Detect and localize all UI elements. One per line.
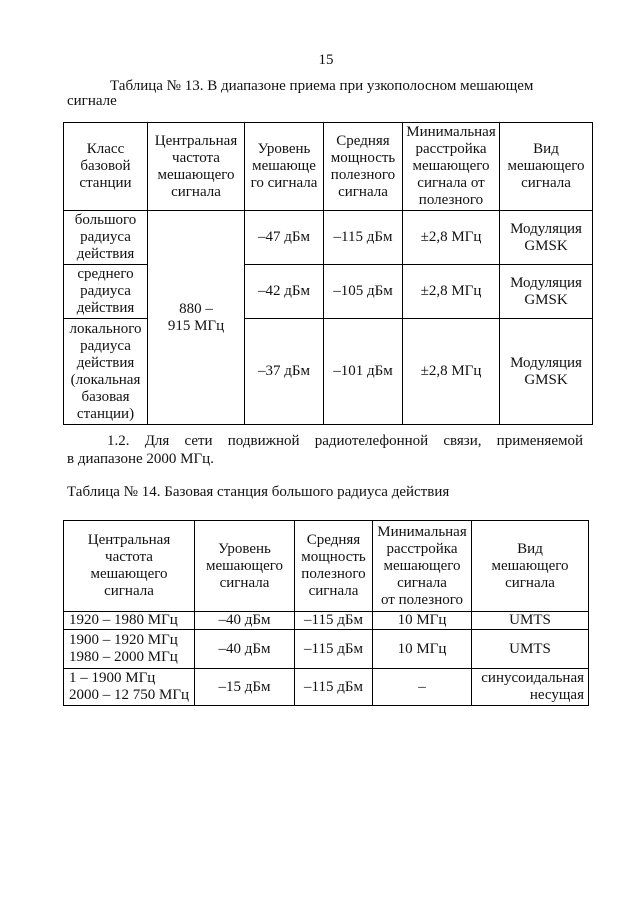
header-min-offset: Минимальная расстройка мешающего сигнала от полезного xyxy=(373,521,472,612)
cell-center-frequency: 1920 – 1980 МГц xyxy=(64,612,195,630)
cell-mean-power: –115 дБм xyxy=(324,211,403,265)
page-number: 15 xyxy=(318,52,334,68)
cell-interference-level: –15 дБм xyxy=(195,669,295,706)
cell-mean-power: –105 дБм xyxy=(324,265,403,319)
cell-interference-type: Модуляция GMSK xyxy=(500,211,593,265)
cell-station-class: локального радиуса действия (локальная базовая станции) xyxy=(64,319,148,425)
table-13-caption-line-1: Таблица № 13. В диапазоне приема при узкополосном мешающем xyxy=(110,78,534,94)
cell-center-frequency: 1 – 1900 МГц 2000 – 12 750 МГц xyxy=(64,669,195,706)
cell-interference-type: UMTS xyxy=(472,612,589,630)
cell-center-frequency: 1900 – 1920 МГц 1980 – 2000 МГц xyxy=(64,630,195,669)
cell-center-frequency: 880 – 915 МГц xyxy=(148,211,245,425)
cell-mean-power: –115 дБм xyxy=(295,669,373,706)
table-14-header-row xyxy=(64,521,589,612)
table-row xyxy=(64,265,593,319)
header-interference-type: Вид мешающего сигнала xyxy=(472,521,589,612)
table-row xyxy=(64,630,589,669)
cell-mean-power: –115 дБм xyxy=(295,612,373,630)
cell-min-offset: 10 МГц xyxy=(373,612,472,630)
header-station-class: Класс базовой станции xyxy=(64,123,148,211)
cell-min-offset: – xyxy=(373,669,472,706)
header-interference-level: Уровень мешающего сигнала xyxy=(195,521,295,612)
header-center-frequency: Центральная частота мешающего сигнала xyxy=(148,123,245,211)
cell-interference-level: –37 дБм xyxy=(245,319,324,425)
cell-min-offset: ±2,8 МГц xyxy=(403,211,500,265)
header-mean-power: Средняя мощность полезного сигнала xyxy=(295,521,373,612)
cell-interference-level: –40 дБм xyxy=(195,630,295,669)
header-mean-power: Средняя мощность полезного сигнала xyxy=(324,123,403,211)
cell-mean-power: –101 дБм xyxy=(324,319,403,425)
header-interference-level: Уровень мешающе го сигнала xyxy=(245,123,324,211)
section-1-2-line-2: в диапазоне 2000 МГц. xyxy=(67,451,214,467)
cell-interference-level: –40 дБм xyxy=(195,612,295,630)
table-13-caption-line-2: сигнале xyxy=(67,93,117,109)
table-row xyxy=(64,669,589,706)
table-14 xyxy=(63,520,589,706)
header-center-frequency: Центральная частота мешающего сигнала xyxy=(64,521,195,612)
table-row xyxy=(64,319,593,425)
cell-interference-level: –42 дБм xyxy=(245,265,324,319)
section-1-2-line-1: 1.2. Для сети подвижной радиотелефонной связи, применяемой xyxy=(107,433,583,449)
table-row xyxy=(64,612,589,630)
cell-min-offset: ±2,8 МГц xyxy=(403,265,500,319)
cell-interference-level: –47 дБм xyxy=(245,211,324,265)
cell-interference-type: UMTS xyxy=(472,630,589,669)
cell-mean-power: –115 дБм xyxy=(295,630,373,669)
table-14-caption: Таблица № 14. Базовая станция большого радиуса действия xyxy=(67,484,450,500)
cell-station-class: среднего радиуса действия xyxy=(64,265,148,319)
cell-interference-type: синусоидальная несущая xyxy=(472,669,589,706)
header-min-offset: Минимальная расстройка мешающего сигнала от полезного xyxy=(403,123,500,211)
table-13 xyxy=(63,122,593,425)
table-13-header-row xyxy=(64,123,593,211)
header-interference-type: Вид мешающего сигнала xyxy=(500,123,593,211)
cell-interference-type: Модуляция GMSK xyxy=(500,319,593,425)
cell-station-class: большого радиуса действия xyxy=(64,211,148,265)
table-row xyxy=(64,211,593,265)
cell-interference-type: Модуляция GMSK xyxy=(500,265,593,319)
cell-min-offset: ±2,8 МГц xyxy=(403,319,500,425)
cell-min-offset: 10 МГц xyxy=(373,630,472,669)
